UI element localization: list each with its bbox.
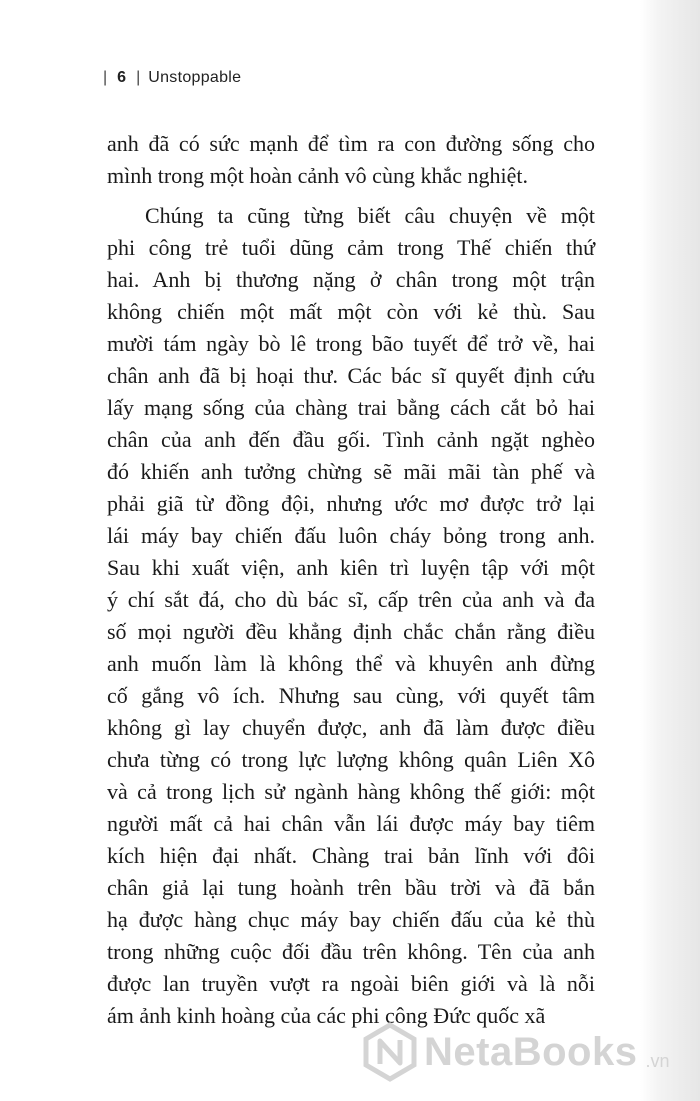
text-line: người mất cả hai chân vẫn lái được máy bay tiêm [107,811,595,836]
text-line: được lan truyền vượt ra ngoài biên giới và là nỗi [107,971,595,996]
watermark [362,1020,669,1084]
text-line: ý chí sắt đá, cho dù bác sĩ, cấp trên của anh và đa [107,587,595,612]
text-line: chân anh đã bị hoại thư. Các bác sĩ quyết định cứu [107,363,595,388]
text-line: chân giả lại tung hoành trên bầu trời và đã bắn [107,875,595,900]
page-number: 6 [117,69,127,86]
watermark-brand: NetaBooks [424,1029,638,1074]
text-line: lái máy bay chiến đấu luôn cháy bỏng trong anh. [107,523,595,548]
paragraph-1 [107,128,595,192]
text-line: mười tám ngày bò lê trong bão tuyết để trở về, hai [107,331,595,356]
text-line: chân của anh đến đầu gối. Tình cảnh ngặt nghèo [107,427,595,452]
netabooks-logo-icon [362,1022,418,1082]
header-separator-right: | [136,69,141,86]
text-line: trong những cuộc đối đầu trên không. Tên của anh [107,939,595,964]
text-line: đó khiến anh tưởng chừng sẽ mãi mãi tàn phế và [107,459,595,484]
header-separator-left: | [103,69,108,86]
text-line: lấy mạng sống của chàng trai bằng cách cắt bỏ hai [107,395,595,420]
body-text [107,128,595,1032]
watermark-suffix: .vn [645,1051,670,1071]
paragraph-2 [107,200,595,1032]
text-line: Sau khi xuất viện, anh kiên trì luyện tập với một [107,555,595,580]
text-line: phải giã từ đồng đội, nhưng ước mơ được trở lại [107,491,595,516]
text-line: kích hiện đại nhất. Chàng trai bản lĩnh với đôi [107,843,595,868]
text-line: anh đã có sức mạnh để tìm ra con đường sống cho [107,131,595,156]
text-line: mình trong một hoàn cảnh vô cùng khắc nghiệt. [107,163,528,188]
text-line: và cả trong lịch sử ngành hàng không thế giới: một [107,779,595,804]
text-line: không chiến một mất một còn với kẻ thù. Sau [107,299,595,324]
text-line: phi công trẻ tuổi dũng cảm trong Thế chiến thứ [107,235,595,260]
text-line: ám ảnh kinh hoàng của các phi công Đức quốc xã [107,1003,546,1028]
text-line: Chúng ta cũng từng biết câu chuyện về một [145,203,595,228]
book-title: Unstoppable [148,69,242,86]
text-line: cố gắng vô ích. Nhưng sau cùng, với quyết tâm [107,683,595,708]
text-line: hai. Anh bị thương nặng ở chân trong một trận [107,267,595,292]
text-line: anh muốn làm là không thể và khuyên anh đừng [107,651,595,676]
running-header [103,66,241,90]
text-line: số mọi người đều khẳng định chắc chắn rằng điều [107,619,595,644]
text-line: không gì lay chuyển được, anh đã làm được điều [107,715,595,740]
text-line: hạ được hàng chục máy bay chiến đấu của kẻ thù [107,907,595,932]
text-line: chưa từng có trong lực lượng không quân Liên Xô [107,747,595,772]
